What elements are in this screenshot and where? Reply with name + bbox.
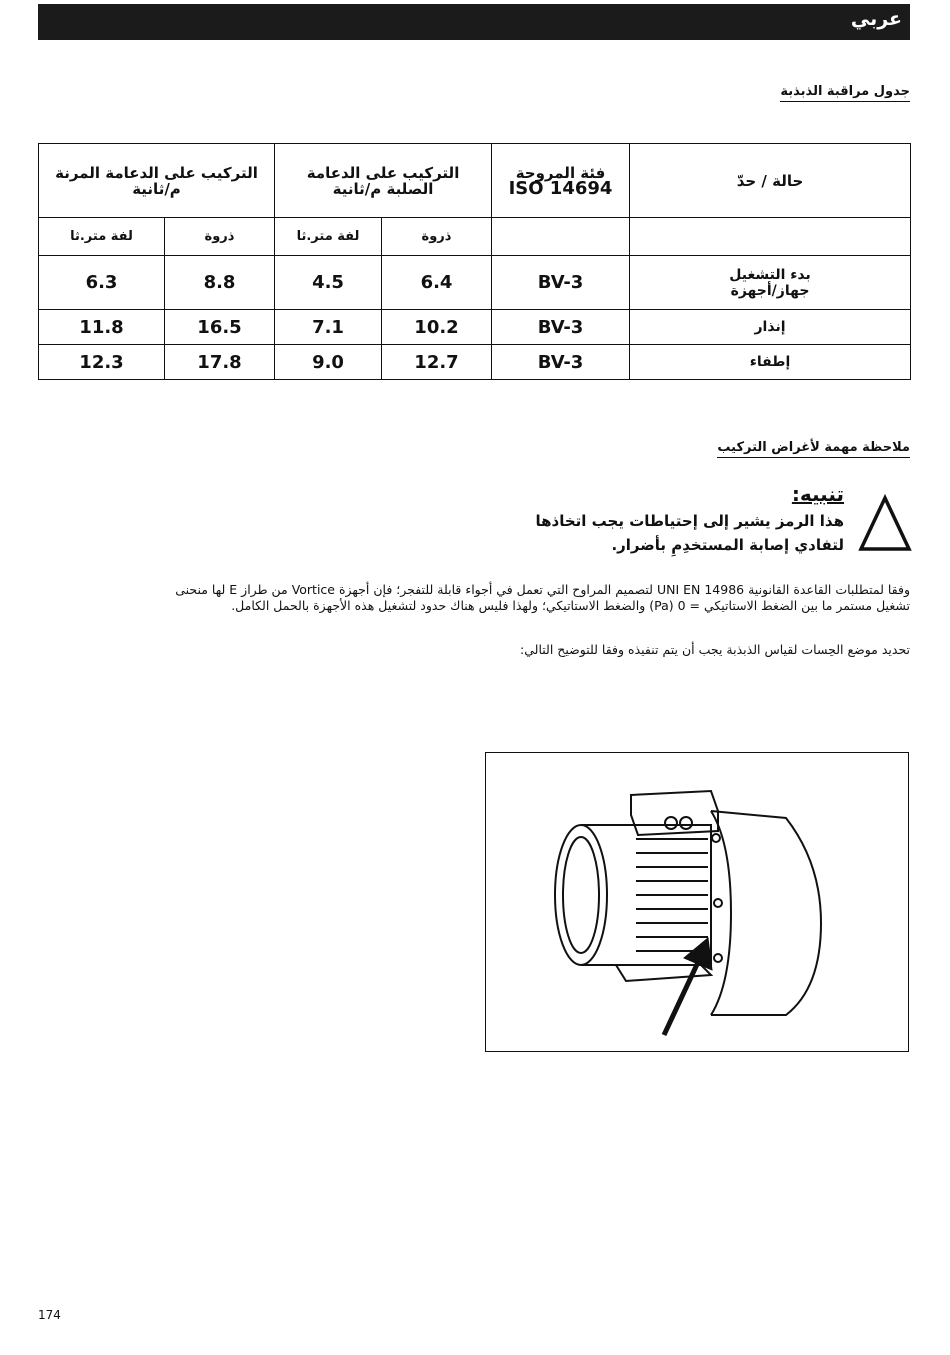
table-row xyxy=(39,256,911,310)
row-condition: إطفاء xyxy=(630,345,911,380)
warning-heading: تنبيه: xyxy=(791,482,844,506)
page-number: 174 xyxy=(38,1308,61,1322)
subheader-flexible-peak: ذروة xyxy=(165,218,275,256)
subheader-empty-1 xyxy=(630,218,911,256)
header-rigid-mount: التركيب على الدعامة الصلبة م/ثانية xyxy=(275,144,492,218)
table-row xyxy=(39,345,911,380)
motor-figure xyxy=(485,752,909,1052)
row-condition: إنذار xyxy=(630,310,911,345)
row-rigid-peak: 10.2 xyxy=(382,310,492,345)
row-flexible-rms: 11.8 xyxy=(39,310,165,345)
row-category: BV-3 xyxy=(492,345,630,380)
motor-sensor-illustration xyxy=(486,753,907,1050)
header-flexible-mount: التركيب على الدعامة المرنة م/ثانية xyxy=(39,144,275,218)
row-category: BV-3 xyxy=(492,256,630,310)
sensor-position-paragraph: تحديد موضع الحِسات لقياس الذبذبة يجب أن يتم تنفيذه وفقا للتوضيح التالي: xyxy=(520,642,910,657)
table-row xyxy=(39,310,911,345)
row-flexible-rms: 12.3 xyxy=(39,345,165,380)
row-flexible-peak: 17.8 xyxy=(165,345,275,380)
header-condition: حالة / حدّ xyxy=(630,144,911,218)
language-label: عربي xyxy=(850,8,902,30)
row-condition: بدء التشغيل جهاز/أجهزة xyxy=(630,256,911,310)
warning-block xyxy=(536,482,845,554)
row-rigid-rms: 9.0 xyxy=(275,345,382,380)
row-flexible-peak: 8.8 xyxy=(165,256,275,310)
vibration-section-title: جدول مراقبة الذبذبة xyxy=(780,84,910,102)
header-bar xyxy=(38,4,910,40)
row-rigid-rms: 4.5 xyxy=(275,256,382,310)
row-category: BV-3 xyxy=(492,310,630,345)
subheader-empty-2 xyxy=(492,218,630,256)
installation-note-title: ملاحظة مهمة لأغراض التركيب xyxy=(717,440,910,458)
subheader-flexible-rms: لفة متر.ثا xyxy=(39,218,165,256)
warning-line-1: هذا الرمز يشير إلى إحتياطات يجب اتخاذها xyxy=(535,512,844,530)
warning-triangle-icon xyxy=(858,494,912,552)
row-flexible-rms: 6.3 xyxy=(39,256,165,310)
row-rigid-peak: 6.4 xyxy=(382,256,492,310)
warning-line-2: لتفادي إصابة المستخدِمِ بأضرار. xyxy=(611,536,844,554)
row-flexible-peak: 16.5 xyxy=(165,310,275,345)
standard-paragraph-line-1: وفقا لمتطلبات القاعدة القانونية UNI EN 14986 لتصميم المراوح التي تعمل في أجواء قابلة للتفجر؛ فإن أجهزة Vortice من طراز E لها منحنى xyxy=(175,582,910,597)
standard-paragraph xyxy=(38,582,910,614)
subheader-rigid-rms: لفة متر.ثا xyxy=(275,218,382,256)
standard-paragraph-line-2: تشغيل مستمر ما بين الضغط الاستاتيكي = 0 (Pa) والضغط الاستاتيكي؛ ولهذا فليس هناك حدود لتشغيل هذه الأجهزة بالحمل الكامل. xyxy=(231,598,910,613)
row-rigid-peak: 12.7 xyxy=(382,345,492,380)
vibration-table xyxy=(38,143,911,380)
header-category: فئة المروحة ISO 14694 xyxy=(492,144,630,218)
subheader-rigid-peak: ذروة xyxy=(382,218,492,256)
row-rigid-rms: 7.1 xyxy=(275,310,382,345)
